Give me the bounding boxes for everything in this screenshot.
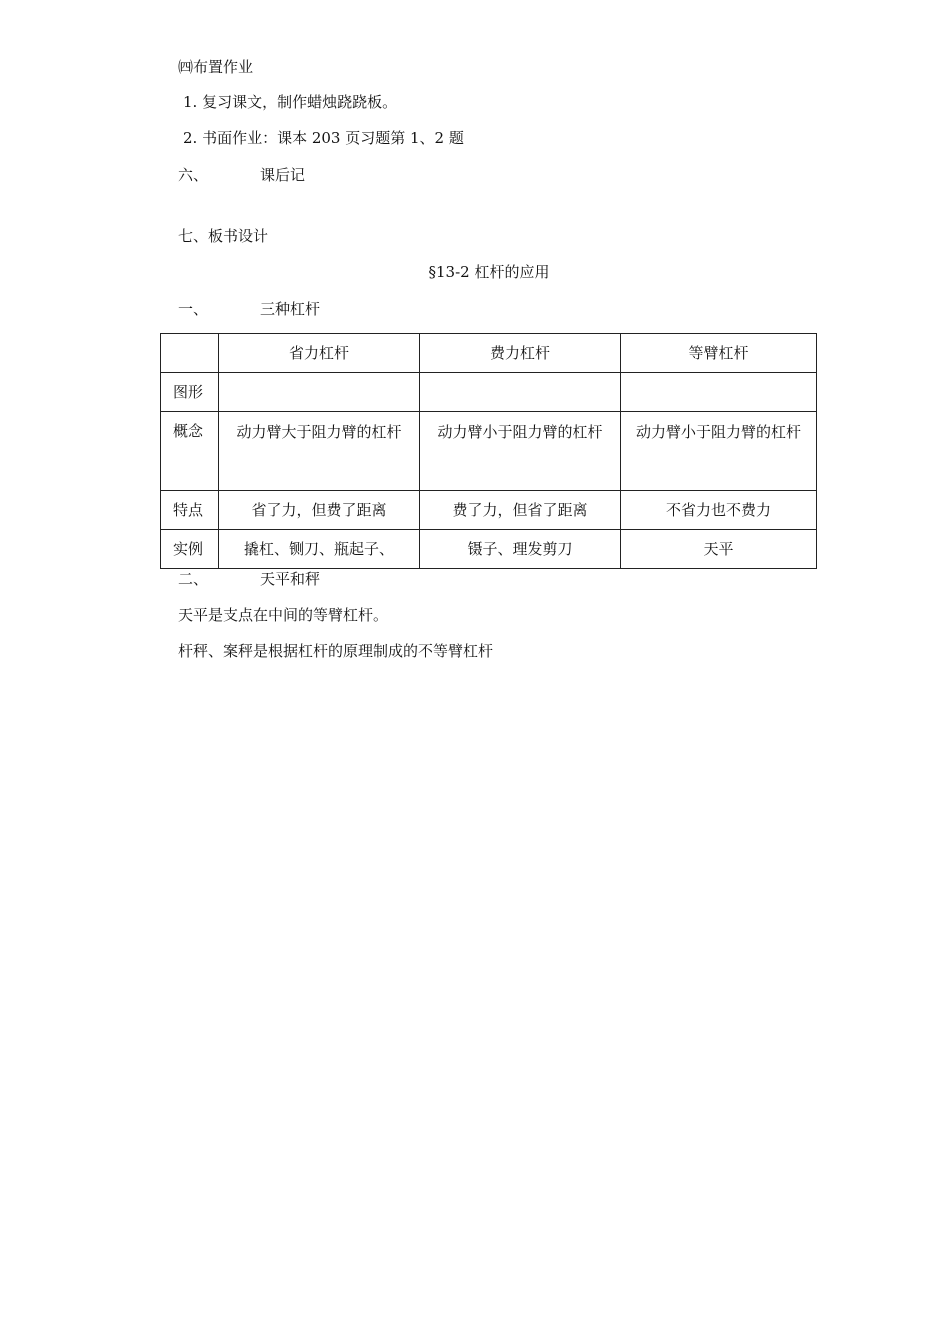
row-label-concept: 概念 [161,412,219,491]
part-two-line-1: 天平是支点在中间的等臂杠杆。 [178,606,389,624]
lever-comparison-table [160,333,817,569]
part-two-line-2: 杆秤、案秤是根据杠杆的原理制成的不等臂杠杆 [178,642,494,660]
table-row [161,530,817,569]
section-six-heading [178,165,305,185]
table-row [161,412,817,491]
row-label-example: 实例 [161,530,219,569]
table-row [161,491,817,530]
part-two-heading [178,569,320,589]
header-cell-empty [161,334,219,373]
board-title: §13-2 杠杆的应用 [428,263,550,281]
table-header-row [161,334,817,373]
row-label-figure: 图形 [161,373,219,412]
table-cell [219,373,420,412]
section-seven-heading: 七、板书设计 [178,227,269,245]
header-cell-force-saving: 省力杠杆 [219,334,420,373]
row-label-feature: 特点 [161,491,219,530]
table-cell: 费了力，但省了距离 [420,491,621,530]
table-cell: 省了力，但费了距离 [219,491,420,530]
part-one-heading [178,299,320,319]
table-cell [621,373,817,412]
table-cell: 不省力也不费力 [621,491,817,530]
table-cell: 撬杠、铡刀、瓶起子、 [219,530,420,569]
section-six-title: 课后记 [260,166,306,184]
header-cell-force-costing: 费力杠杆 [420,334,621,373]
homework-heading: ㈣布置作业 [178,58,254,76]
table-cell: 动力臂小于阻力臂的杠杆 [420,412,621,491]
section-six-number: 六、 [178,166,209,184]
table-row [161,373,817,412]
header-cell-equal-arm: 等臂杠杆 [621,334,817,373]
homework-item-2: 2. 书面作业：课本 203 页习题第 1、2 题 [183,129,464,147]
table-cell: 镊子、理发剪刀 [420,530,621,569]
part-two-number: 二、 [178,570,209,588]
homework-item-1: 1. 复习课文，制作蜡烛跷跷板。 [183,93,398,111]
part-one-number: 一、 [178,300,209,318]
table-cell: 天平 [621,530,817,569]
table-cell: 动力臂小于阻力臂的杠杆 [621,412,817,491]
table-cell: 动力臂大于阻力臂的杠杆 [219,412,420,491]
part-two-title: 天平和秤 [260,570,321,588]
part-one-title: 三种杠杆 [260,300,321,318]
table-cell [420,373,621,412]
